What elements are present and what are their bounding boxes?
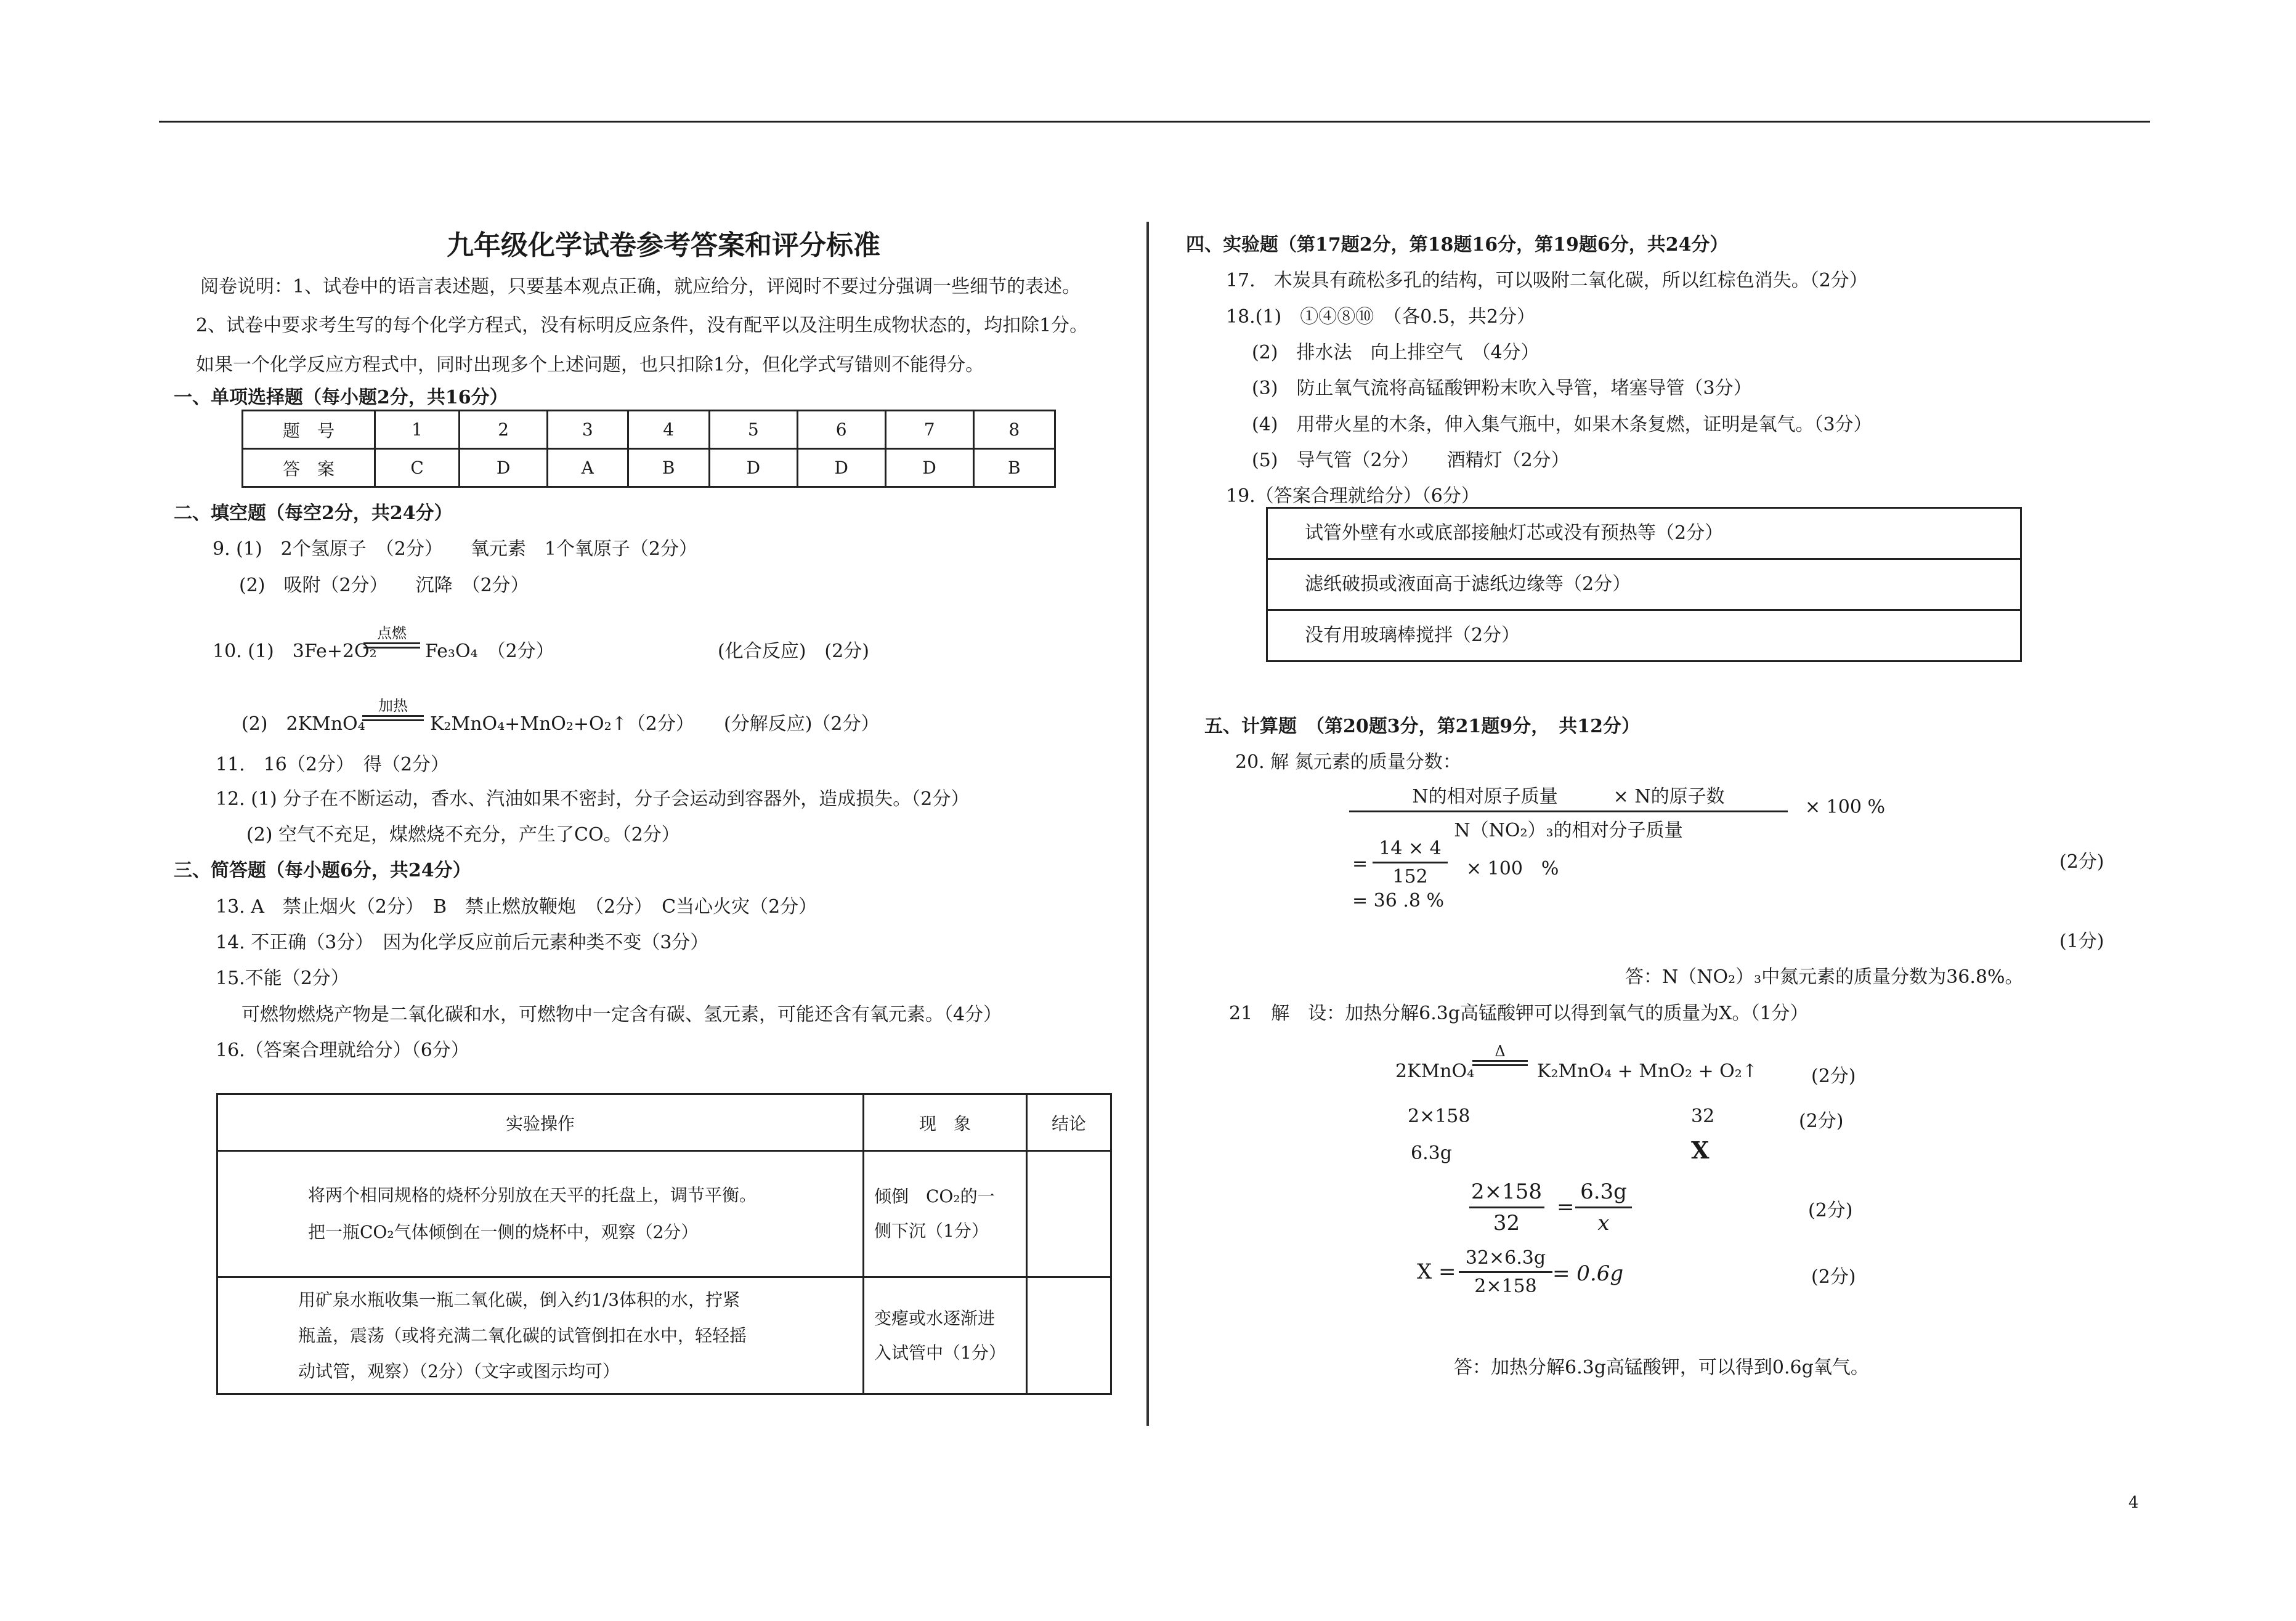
answer-21: 答：加热分解6.3g高锰酸钾，可以得到0.6g氧气。 xyxy=(1454,1357,1869,1378)
fraction xyxy=(1373,838,1448,887)
reaction-condition: 加热 xyxy=(378,697,408,714)
equation-reactant: 2KMnO₄ xyxy=(1395,1061,1475,1082)
q15-line-2: 可燃物燃烧产物是二氧化碳和水，可燃物中一定含有碳、氢元素，可能还含有氧元素。（4分） xyxy=(241,1004,1002,1025)
fraction xyxy=(1459,1247,1552,1297)
fraction-denominator: 152 xyxy=(1373,862,1448,887)
question-number: 5 xyxy=(709,411,797,449)
question-number: 3 xyxy=(548,411,628,449)
q10-2-type: (分解反应)（2分） xyxy=(724,713,880,735)
given-mass: 6.3g xyxy=(1411,1142,1452,1164)
table-row xyxy=(243,411,1055,449)
question-number: 2 xyxy=(460,411,548,449)
phenomenon-cell xyxy=(864,1277,1027,1394)
q18-4: (4) 用带火星的木条，伸入集气瓶中，如果木条复燃，证明是氧气。（3分） xyxy=(1252,414,1872,435)
page-title: 九年级化学试卷参考答案和评分标准 xyxy=(447,230,880,261)
q17: 17. 木炭具有疏松多孔的结构，可以吸附二氧化碳，所以红棕色消失。（2分） xyxy=(1226,270,1868,291)
section-1-heading: 一、单项选择题（每小题2分，共16分） xyxy=(174,387,508,408)
cell-line: 动试管，观察）（2分）（文字或图示均可） xyxy=(298,1360,620,1381)
score: (2分) xyxy=(1811,1266,1856,1288)
conclusion-cell xyxy=(1027,1151,1111,1277)
section-5-heading: 五、计算题 （第20题3分，第21题9分， 共12分） xyxy=(1204,716,1640,737)
q9-line-2: (2) 吸附（2分） 沉降 （2分） xyxy=(239,575,529,596)
answer-cell: D xyxy=(797,449,885,487)
row-label: 题 号 xyxy=(243,411,375,449)
equals-sign: = xyxy=(1557,1195,1575,1219)
percent-factor: × 100 % xyxy=(1805,796,1885,818)
phenomenon-cell xyxy=(864,1151,1027,1277)
equation-products: K₂MnO₄ + MnO₂ + O₂↑ xyxy=(1537,1061,1758,1082)
fraction-numerator: 6.3g xyxy=(1580,1179,1627,1204)
table-row xyxy=(217,1277,1111,1394)
mass-kmno4: 2×158 xyxy=(1408,1106,1470,1127)
reaction-condition: 点燃 xyxy=(377,625,407,642)
header-operation: 实验操作 xyxy=(217,1094,864,1151)
cell-line: 把一瓶CO₂气体倾倒在一侧的烧杯中，观察（2分） xyxy=(308,1222,699,1242)
header-phenomenon: 现 象 xyxy=(864,1094,1027,1151)
fraction-denominator: N（NO₂）₃的相对分子质量 xyxy=(1349,810,1788,842)
question-number: 8 xyxy=(973,411,1055,449)
answer-cell: B xyxy=(628,449,709,487)
question-number: 7 xyxy=(885,411,973,449)
x-result: = 0.6g xyxy=(1552,1261,1624,1286)
q13: 13. A 禁止烟火（2分） B 禁止燃放鞭炮 （2分） C当心火灾（2分） xyxy=(216,896,817,918)
q21: 21 解 设：加热分解6.3g高锰酸钾可以得到氧气的质量为X。（1分） xyxy=(1229,1003,1809,1024)
score: (2分) xyxy=(2059,851,2104,873)
operation-cell xyxy=(217,1151,864,1277)
page-number: 4 xyxy=(2128,1494,2139,1512)
table-row xyxy=(217,1151,1111,1277)
row-label: 答 案 xyxy=(243,449,375,487)
q10-2-products: K₂MnO₄+MnO₂+O₂↑（2分） xyxy=(430,713,694,735)
header-conclusion: 结论 xyxy=(1027,1094,1111,1151)
answer-box: 滤纸破损或液面高于滤纸边缘等（2分） xyxy=(1266,558,2022,611)
q9-line-1: 9. (1) 2个氢原子 （2分） 氧元素 1个氧原子（2分） xyxy=(213,538,698,560)
q10-2-reactants: (2) 2KMnO₄ xyxy=(241,713,365,735)
answer-cell: A xyxy=(548,449,628,487)
reaction-condition: Δ xyxy=(1495,1043,1506,1060)
q18-1: 18.(1) ①④⑧⑩ （各0.5，共2分） xyxy=(1226,306,1536,328)
section-3-heading: 三、简答题（每小题6分，共24分） xyxy=(174,860,471,881)
q10-1-products: Fe₃O₄ （2分） xyxy=(425,641,554,662)
score: (2分) xyxy=(1811,1065,1856,1087)
answer-cell: D xyxy=(460,449,548,487)
score: (1分) xyxy=(2059,931,2104,952)
score: (2分) xyxy=(1808,1200,1853,1221)
operation-cell xyxy=(217,1277,864,1394)
q14: 14. 不正确（3分） 因为化学反应前后元素种类不变（3分） xyxy=(216,932,709,953)
reaction-arrow xyxy=(362,693,424,721)
percent-factor: × 100 % xyxy=(1466,858,1559,879)
double-line xyxy=(1472,1060,1528,1066)
answer-cell: B xyxy=(973,449,1055,487)
q19: 19.（答案合理就给分）（6分） xyxy=(1226,485,1480,507)
fraction-numerator: 14 × 4 xyxy=(1379,838,1442,859)
fraction-numerator: 32×6.3g xyxy=(1465,1247,1546,1269)
fraction xyxy=(1575,1179,1632,1235)
double-line xyxy=(363,642,420,649)
column-divider xyxy=(1146,222,1149,1426)
section-2-heading: 二、填空题（每空2分，共24分） xyxy=(174,503,453,524)
cell-line: 瓶盖，震荡（或将充满二氧化碳的试管倒扣在水中，轻轻摇 xyxy=(298,1325,747,1346)
q12-line-1: 12. (1) 分子在不断运动，香水、汽油如果不密封，分子会运动到容器外，造成损失。（2分） xyxy=(216,788,970,810)
question-number: 4 xyxy=(628,411,709,449)
fraction-denominator: 32 xyxy=(1469,1207,1544,1235)
q18-2: (2) 排水法 向上排空气 （4分） xyxy=(1252,342,1539,363)
fraction-numerator: 2×158 xyxy=(1471,1179,1543,1204)
mass-o2: 32 xyxy=(1691,1106,1715,1127)
q12-line-2: (2) 空气不充足，煤燃烧不充分，产生了CO。（2分） xyxy=(246,824,680,846)
q11: 11. 16（2分） 得（2分） xyxy=(216,754,450,775)
answer-cell: D xyxy=(709,449,797,487)
q18-5: (5) 导气管（2分） 酒精灯（2分） xyxy=(1252,450,1570,471)
answer-cell: D xyxy=(885,449,973,487)
q15-line-1: 15.不能（2分） xyxy=(216,968,349,989)
fraction xyxy=(1349,781,1788,842)
answer-box: 没有用玻璃棒搅拌（2分） xyxy=(1266,609,2022,662)
result-20: = 36 .8 % xyxy=(1352,890,1445,912)
question-number: 1 xyxy=(375,411,460,449)
fraction xyxy=(1467,1179,1546,1235)
fraction-denominator: x xyxy=(1575,1207,1632,1235)
answer-table xyxy=(241,410,1056,488)
cell-line: 入试管中（1分） xyxy=(874,1342,1006,1363)
reaction-arrow xyxy=(363,621,420,649)
cell-line: 用矿泉水瓶收集一瓶二氧化碳，倒入约1/3体积的水，拧紧 xyxy=(298,1289,740,1310)
reaction-arrow xyxy=(1472,1043,1528,1066)
q20: 20. 解 氮元素的质量分数： xyxy=(1235,751,1461,773)
q18-3: (3) 防止氧气流将高锰酸钾粉末吹入导管，堵塞导管（3分） xyxy=(1252,378,1752,399)
note-2: 2、试卷中要求考生写的每个化学方程式，没有标明反应条件，没有配平以及注明生成物状态的，均扣除1分。 xyxy=(196,315,1089,336)
score: (2分) xyxy=(1799,1110,1844,1132)
table-row xyxy=(217,1094,1111,1151)
section-4-heading: 四、实验题（第17题2分，第18题16分，第19题6分，共24分） xyxy=(1186,234,1729,256)
double-line xyxy=(362,715,424,721)
note-3: 如果一个化学反应方程式中，同时出现多个上述问题，也只扣除1分，但化学式写错则不能得分。 xyxy=(196,354,984,376)
fraction-denominator: 2×158 xyxy=(1459,1271,1552,1297)
q10-1-type: (化合反应) (2分) xyxy=(718,641,869,662)
note-1: 阅卷说明：1、试卷中的语言表述题，只要基本观点正确，就应给分，评阅时不要过分强调一些细节的表述。 xyxy=(200,276,1081,297)
answer-box: 试管外壁有水或底部接触灯芯或没有预热等（2分） xyxy=(1266,507,2022,560)
q10-1-reactants: 10. (1) 3Fe+2O₂ xyxy=(213,641,377,662)
unknown-x: X xyxy=(1691,1136,1710,1164)
question-number: 6 xyxy=(797,411,885,449)
experiment-table xyxy=(216,1093,1112,1395)
cell-line: 变瘪或水逐渐进 xyxy=(874,1308,996,1328)
x-lhs: X = xyxy=(1417,1259,1456,1284)
cell-line: 将两个相同规格的烧杯分别放在天平的托盘上，调节平衡。 xyxy=(308,1185,757,1205)
answer-cell: C xyxy=(375,449,460,487)
fraction-numerator: N的相对原子质量 × N的原子数 xyxy=(1412,786,1725,807)
equals-sign: = xyxy=(1352,853,1368,875)
top-rule xyxy=(159,121,2150,123)
conclusion-cell xyxy=(1027,1277,1111,1394)
cell-line: 侧下沉（1分） xyxy=(874,1221,989,1241)
cell-line: 倾倒 CO₂的一 xyxy=(874,1186,995,1207)
q16: 16.（答案合理就给分）（6分） xyxy=(216,1040,469,1061)
answer-20: 答：N（NO₂）₃中氮元素的质量分数为36.8%。 xyxy=(1625,966,2024,988)
table-row xyxy=(243,449,1055,487)
